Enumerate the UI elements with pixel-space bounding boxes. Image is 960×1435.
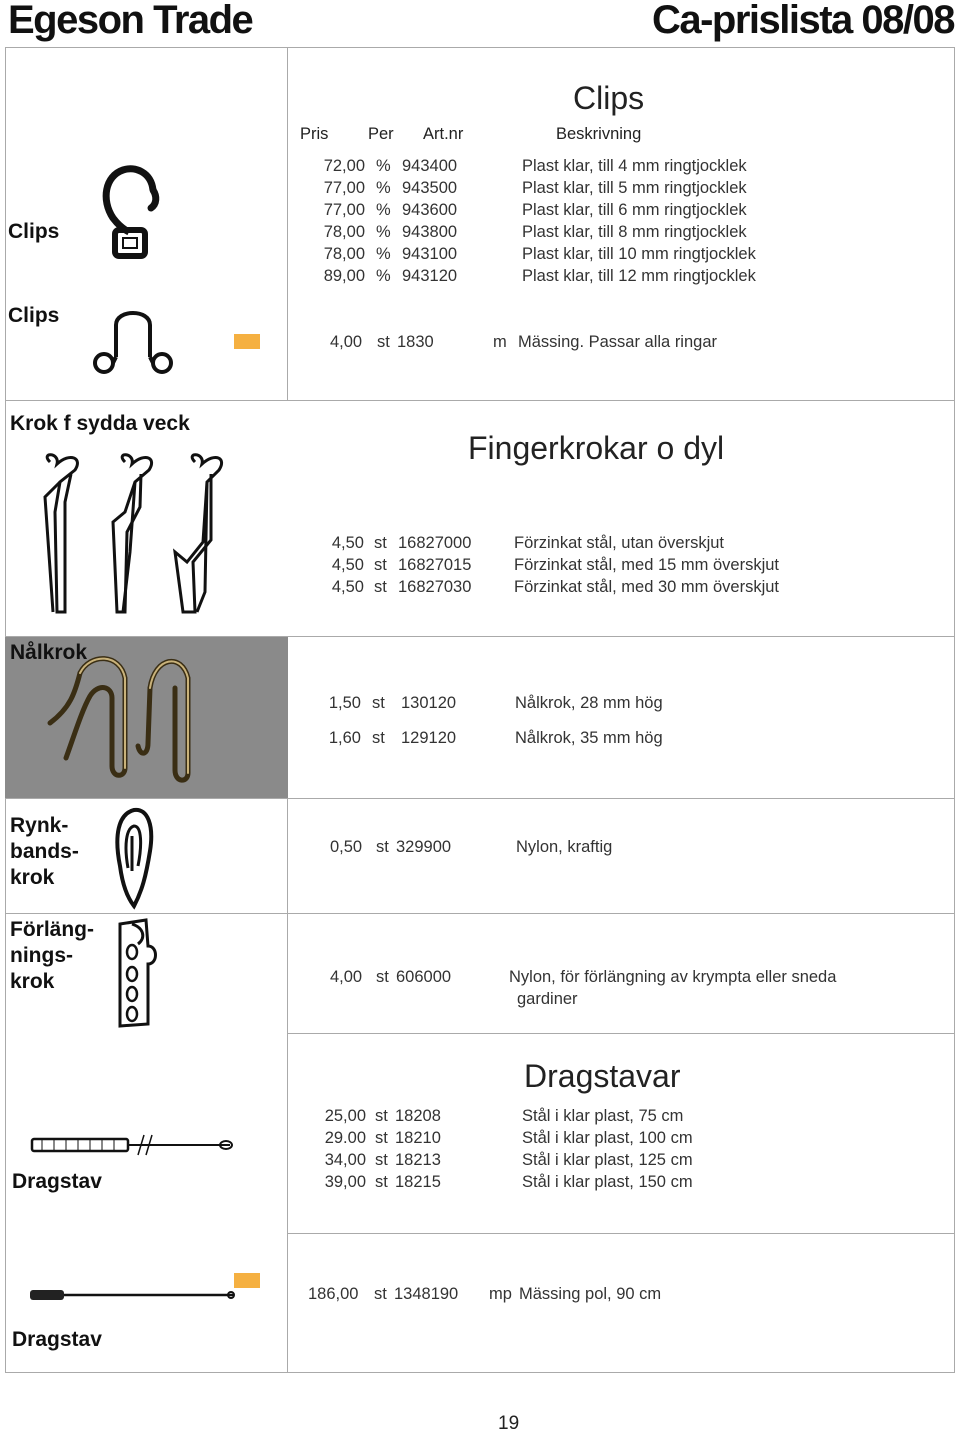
- clips2-unit: m: [493, 333, 507, 351]
- section-title-fingerkrokar: Fingerkrokar o dyl: [468, 430, 725, 466]
- clips2-art: 1830: [397, 333, 434, 351]
- forlang-price: 4,00: [330, 968, 363, 986]
- label-clips-brass: Clips: [8, 304, 60, 327]
- clips-art: 943400: [402, 157, 458, 175]
- col-header-per: Per: [368, 125, 394, 143]
- clips-desc: Plast klar, till 4 mm ringtjocklek: [522, 157, 747, 175]
- clips-desc: Plast klar, till 5 mm ringtjocklek: [522, 179, 747, 197]
- clips-price: 78,00: [323, 223, 365, 241]
- nal-desc: Nålkrok, 35 mm hög: [515, 729, 663, 747]
- clips-art: 943120: [402, 267, 458, 285]
- label-line: Förläng-: [10, 918, 94, 941]
- clips-per: %: [376, 157, 391, 175]
- clips2-per: st: [377, 333, 390, 351]
- divider: [287, 1233, 955, 1234]
- clips-price: 72,00: [323, 157, 365, 175]
- col-header-artnr: Art.nr: [423, 125, 464, 143]
- label-forlangningskrok: [10, 917, 94, 995]
- divider: [287, 798, 288, 1373]
- label-rynkbandskrok: [10, 813, 79, 891]
- label-nalkrok: Nålkrok: [10, 641, 88, 664]
- clips-price: 78,00: [323, 245, 365, 263]
- rynk-price: 0,50: [330, 838, 363, 856]
- drag-desc: Stål i klar plast, 125 cm: [522, 1151, 693, 1169]
- drag-desc: Stål i klar plast, 150 cm: [522, 1173, 693, 1191]
- clips-desc: Plast klar, till 6 mm ringtjocklek: [522, 201, 747, 219]
- drag-desc: Stål i klar plast, 100 cm: [522, 1129, 693, 1147]
- label-line: nings-: [10, 944, 73, 967]
- krok-art: 16827000: [398, 534, 472, 552]
- label-line: Rynk-: [10, 814, 69, 837]
- drag-art: 18213: [395, 1151, 441, 1169]
- clips-art: 943500: [402, 179, 458, 197]
- drag2-per: st: [374, 1285, 387, 1303]
- brass-clip-icon: [88, 305, 178, 377]
- drag-per: st: [375, 1173, 388, 1191]
- drag2-art: 1348190: [394, 1285, 459, 1303]
- label-dragstav: Dragstav: [12, 1170, 102, 1193]
- krok-per: st: [374, 534, 387, 552]
- clips-per: %: [376, 245, 391, 263]
- clips-price: 77,00: [323, 179, 365, 197]
- divider: [5, 400, 955, 401]
- forlang-desc-cont: gardiner: [517, 990, 578, 1008]
- page-number: 19: [498, 1413, 520, 1434]
- clips-price: 89,00: [323, 267, 365, 285]
- krok-desc: Förzinkat stål, med 30 mm överskjut: [514, 578, 779, 596]
- forlang-art: 606000: [396, 968, 452, 986]
- needle-hook-icon: [30, 648, 220, 788]
- clips-art: 943100: [402, 245, 458, 263]
- drag-price: 34,00: [324, 1151, 366, 1169]
- forlang-desc: Nylon, för förlängning av krympta eller sneda: [509, 968, 837, 986]
- label-line: krok: [10, 866, 55, 889]
- clips-desc: Plast klar, till 10 mm ringtjocklek: [522, 245, 756, 263]
- clips-per: %: [376, 179, 391, 197]
- krok-desc: Förzinkat stål, utan överskjut: [514, 534, 725, 552]
- color-swatch: [234, 334, 260, 349]
- krok-per: st: [374, 578, 387, 596]
- section-title-clips: Clips: [573, 80, 645, 116]
- drag2-desc: Mässing pol, 90 cm: [519, 1285, 662, 1303]
- drag-per: st: [375, 1151, 388, 1169]
- drag-rod-icon: [30, 1133, 240, 1159]
- company-name: Egeson Trade: [8, 0, 253, 42]
- drag-desc: Stål i klar plast, 75 cm: [522, 1107, 684, 1125]
- drag-art: 18215: [395, 1173, 441, 1191]
- drag-per: st: [375, 1129, 388, 1147]
- krok-price: 4,50: [331, 578, 364, 596]
- rynkband-hook-icon: [112, 806, 157, 911]
- nal-art: 129120: [401, 729, 457, 747]
- rynk-desc: Nylon, kraftig: [516, 838, 613, 856]
- col-header-pris: Pris: [300, 125, 329, 143]
- drag-price: 39,00: [324, 1173, 366, 1191]
- drag-art: 18208: [395, 1107, 441, 1125]
- drag-price: 29.00: [324, 1129, 366, 1147]
- nal-desc: Nålkrok, 28 mm hög: [515, 694, 663, 712]
- nal-art: 130120: [401, 694, 457, 712]
- nal-price: 1,60: [328, 729, 361, 747]
- clips2-desc: Mässing. Passar alla ringar: [518, 333, 717, 351]
- brass-drag-rod-icon: [28, 1287, 238, 1303]
- clips-price: 77,00: [323, 201, 365, 219]
- label-line: krok: [10, 970, 55, 993]
- drag2-price: 186,00: [308, 1285, 359, 1303]
- divider: [287, 1033, 955, 1034]
- clips-per: %: [376, 267, 391, 285]
- nal-per: st: [372, 694, 385, 712]
- clips-art: 943800: [402, 223, 458, 241]
- label-line: bands-: [10, 840, 79, 863]
- krok-art: 16827030: [398, 578, 472, 596]
- drag2-unit: mp: [489, 1285, 512, 1303]
- catalog-title: Ca-prislista 08/08: [651, 0, 954, 42]
- clips2-price: 4,00: [330, 333, 363, 351]
- color-swatch: [234, 1273, 260, 1288]
- section-title-dragstavar: Dragstavar: [524, 1058, 681, 1094]
- clips-art: 943600: [402, 201, 458, 219]
- forlang-per: st: [376, 968, 389, 986]
- rynk-art: 329900: [396, 838, 452, 856]
- clips-desc: Plast klar, till 8 mm ringtjocklek: [522, 223, 747, 241]
- clip-ring-icon: [95, 160, 170, 265]
- divider: [5, 798, 955, 799]
- krok-per: st: [374, 556, 387, 574]
- label-dragstav-brass: Dragstav: [12, 1328, 102, 1351]
- clips-per: %: [376, 201, 391, 219]
- rynk-per: st: [376, 838, 389, 856]
- drag-price: 25,00: [324, 1107, 366, 1125]
- extension-hook-icon: [112, 916, 162, 1028]
- clips-desc: Plast klar, till 12 mm ringtjocklek: [522, 267, 756, 285]
- label-clips: Clips: [8, 220, 60, 243]
- drag-per: st: [375, 1107, 388, 1125]
- nal-per: st: [372, 729, 385, 747]
- clips-per: %: [376, 223, 391, 241]
- col-header-beskrivning: Beskrivning: [556, 125, 642, 143]
- krok-price: 4,50: [331, 556, 364, 574]
- label-krok: Krok f sydda veck: [10, 412, 190, 435]
- nal-price: 1,50: [328, 694, 361, 712]
- divider: [5, 913, 955, 914]
- drag-art: 18210: [395, 1129, 441, 1147]
- krok-art: 16827015: [398, 556, 472, 574]
- krok-price: 4,50: [331, 534, 364, 552]
- divider: [287, 47, 288, 400]
- krok-desc: Förzinkat stål, med 15 mm överskjut: [514, 556, 779, 574]
- finger-hook-icon: [35, 452, 235, 617]
